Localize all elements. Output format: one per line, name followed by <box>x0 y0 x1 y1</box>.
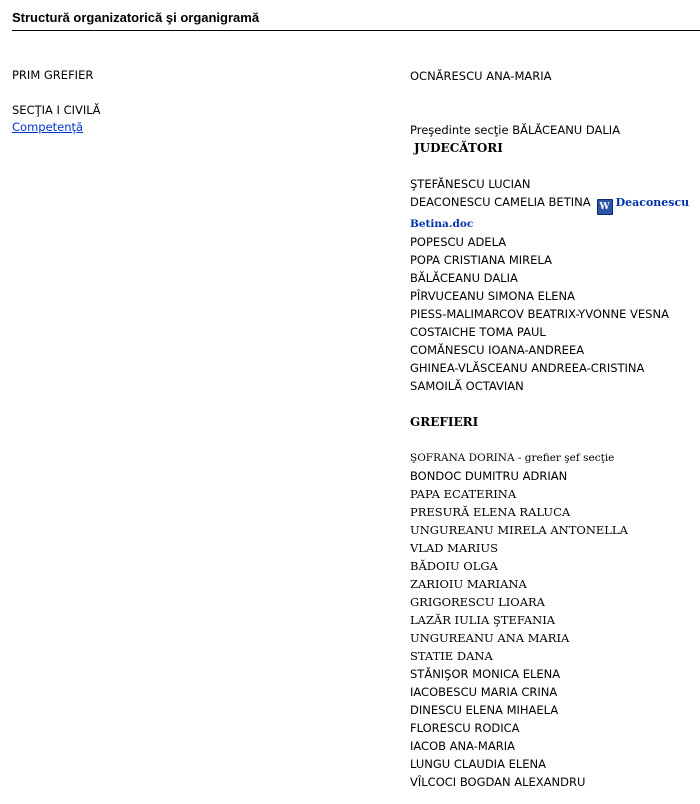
grefier-sef: ŞOFRANA DORINA - grefier şef secţie <box>410 452 615 464</box>
right-column <box>410 67 700 791</box>
left-column <box>12 67 392 136</box>
list-item: LAZĂR IULIA ŞTEFANIA <box>410 613 556 627</box>
list-item: POPESCU ADELA <box>410 235 507 249</box>
list-item: ZARIOIU MARIANA <box>410 577 527 591</box>
list-item: PÎRVUCEANU SIMONA ELENA <box>410 289 576 303</box>
list-item: BONDOC DUMITRU ADRIAN <box>410 469 568 483</box>
list-item: STATIE DANA <box>410 649 493 663</box>
grefieri-heading: GREFIERI <box>410 415 479 429</box>
list-item: BĂLĂCEANU DALIA <box>410 271 518 285</box>
competenta-link[interactable]: Competenţă <box>12 120 84 134</box>
prim-grefier-label: PRIM GREFIER <box>12 68 94 82</box>
sectie-label: SECŢIA I CIVILĂ <box>12 103 101 117</box>
list-item: ŞTEFĂNESCU LUCIAN <box>410 177 531 191</box>
list-item: VÎLCOCI BOGDAN ALEXANDRU <box>410 775 586 789</box>
list-item: PAPA ECATERINA <box>410 487 517 501</box>
page-title: Structură organizatorică şi organigramă <box>12 8 700 31</box>
list-item <box>410 193 700 215</box>
list-item: VLAD MARIUS <box>410 541 498 555</box>
list-item: FLORESCU RODICA <box>410 721 520 735</box>
list-item: GHINEA-VLĂSCEANU ANDREEA-CRISTINA <box>410 361 645 375</box>
list-item: LUNGU CLAUDIA ELENA <box>410 757 547 771</box>
prim-grefier-name: OCNĂRESCU ANA-MARIA <box>410 69 552 83</box>
list-item: UNGUREANU ANA MARIA <box>410 631 570 645</box>
list-item: PIESS-MALIMARCOV BEATRIX-YVONNE VESNA <box>410 307 669 321</box>
list-item: GRIGORESCU LIOARA <box>410 595 545 609</box>
judecator-name: DEACONESCU CAMELIA BETINA <box>410 195 591 209</box>
list-item: PRESURĂ ELENA RALUCA <box>410 505 571 519</box>
list-item: STĂNIŞOR MONICA ELENA <box>410 667 561 681</box>
presedinte-line <box>410 121 700 139</box>
list-item: COMĂNESCU IOANA-ANDREEA <box>410 343 585 357</box>
list-item: BĂDOIU OLGA <box>410 559 498 573</box>
list-item: DINESCU ELENA MIHAELA <box>410 703 559 717</box>
word-document-icon[interactable]: W <box>597 199 613 215</box>
judecatori-list <box>410 175 700 395</box>
doc-link-deaconescu[interactable]: Deaconescu <box>615 196 690 209</box>
judecatori-heading: JUDECĂTORI <box>414 141 503 155</box>
presedinte-name: BĂLĂCEANU DALIA <box>512 123 621 137</box>
doc-link-betina[interactable]: Betina.doc <box>410 218 474 230</box>
list-item: IACOB ANA-MARIA <box>410 739 515 753</box>
grefieri-list <box>410 449 700 791</box>
list-item: POPA CRISTIANA MIRELA <box>410 253 552 267</box>
presedinte-prefix: Preşedinte secţie <box>410 123 513 137</box>
list-item: COSTAICHE TOMA PAUL <box>410 325 546 339</box>
list-item: IACOBESCU MARIA CRINA <box>410 685 558 699</box>
list-item: SAMOILĂ OCTAVIAN <box>410 379 524 393</box>
list-item: UNGUREANU MIRELA ANTONELLA <box>410 523 628 537</box>
